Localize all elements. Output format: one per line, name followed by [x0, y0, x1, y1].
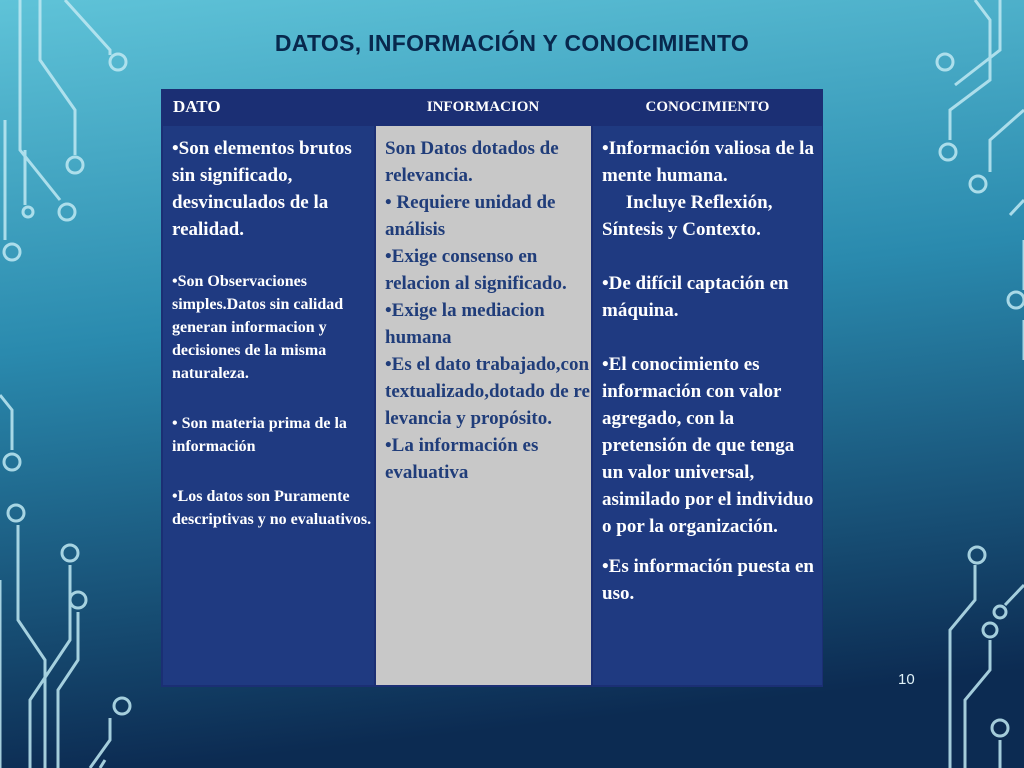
informacion-line-5: •Es el dato trabajado,contextualizado,dotado de relevancia y propósito.: [385, 354, 590, 429]
header-conocimiento: CONOCIMIENTO: [645, 98, 770, 115]
header-dato: DATO: [173, 97, 221, 116]
conocimiento-point-1b: Incluye Reflexión, Síntesis y Contexto.: [602, 192, 778, 240]
informacion-line-1: Son Datos dotados de relevancia.: [385, 138, 559, 186]
header-informacion: INFORMACION: [426, 98, 540, 115]
slide-title: DATOS, INFORMACIÓN Y CONOCIMIENTO: [274, 30, 750, 56]
dato-column: [163, 126, 374, 685]
conocimiento-column: [593, 126, 822, 685]
dato-point-3: • Son materia prima de la información: [172, 415, 347, 455]
conocimiento-point-1: •Información valiosa de la mente humana.: [602, 138, 814, 186]
dato-point-2: •Son Observaciones simples.Datos sin calidad generan informacion y decisiones de la misma naturaleza.: [172, 273, 344, 382]
informacion-line-6: •La información es evaluativa: [385, 435, 539, 483]
informacion-column: [376, 126, 591, 685]
page-number: 10: [898, 671, 915, 688]
dato-point-1: •Son elementos brutos sin significado, desvinculados de la realidad.: [172, 138, 352, 240]
comparison-table: [161, 89, 823, 687]
conocimiento-point-4: •Es información puesta en uso.: [602, 556, 814, 604]
conocimiento-point-3: •El conocimiento es información con valor agregado, con la pretensión de que tenga un valor universal, asimilado por el individuo o por la organización.: [602, 354, 814, 537]
conocimiento-point-2: •De difícil captación en máquina.: [602, 273, 789, 321]
informacion-line-2: • Requiere unidad de análisis: [385, 192, 556, 240]
informacion-line-3: •Exige consenso en relacion al significado.: [385, 246, 567, 294]
dato-point-4: •Los datos son Puramente descriptivas y no evaluativos.: [172, 488, 372, 528]
informacion-line-4: •Exige la mediacion humana: [385, 300, 545, 348]
